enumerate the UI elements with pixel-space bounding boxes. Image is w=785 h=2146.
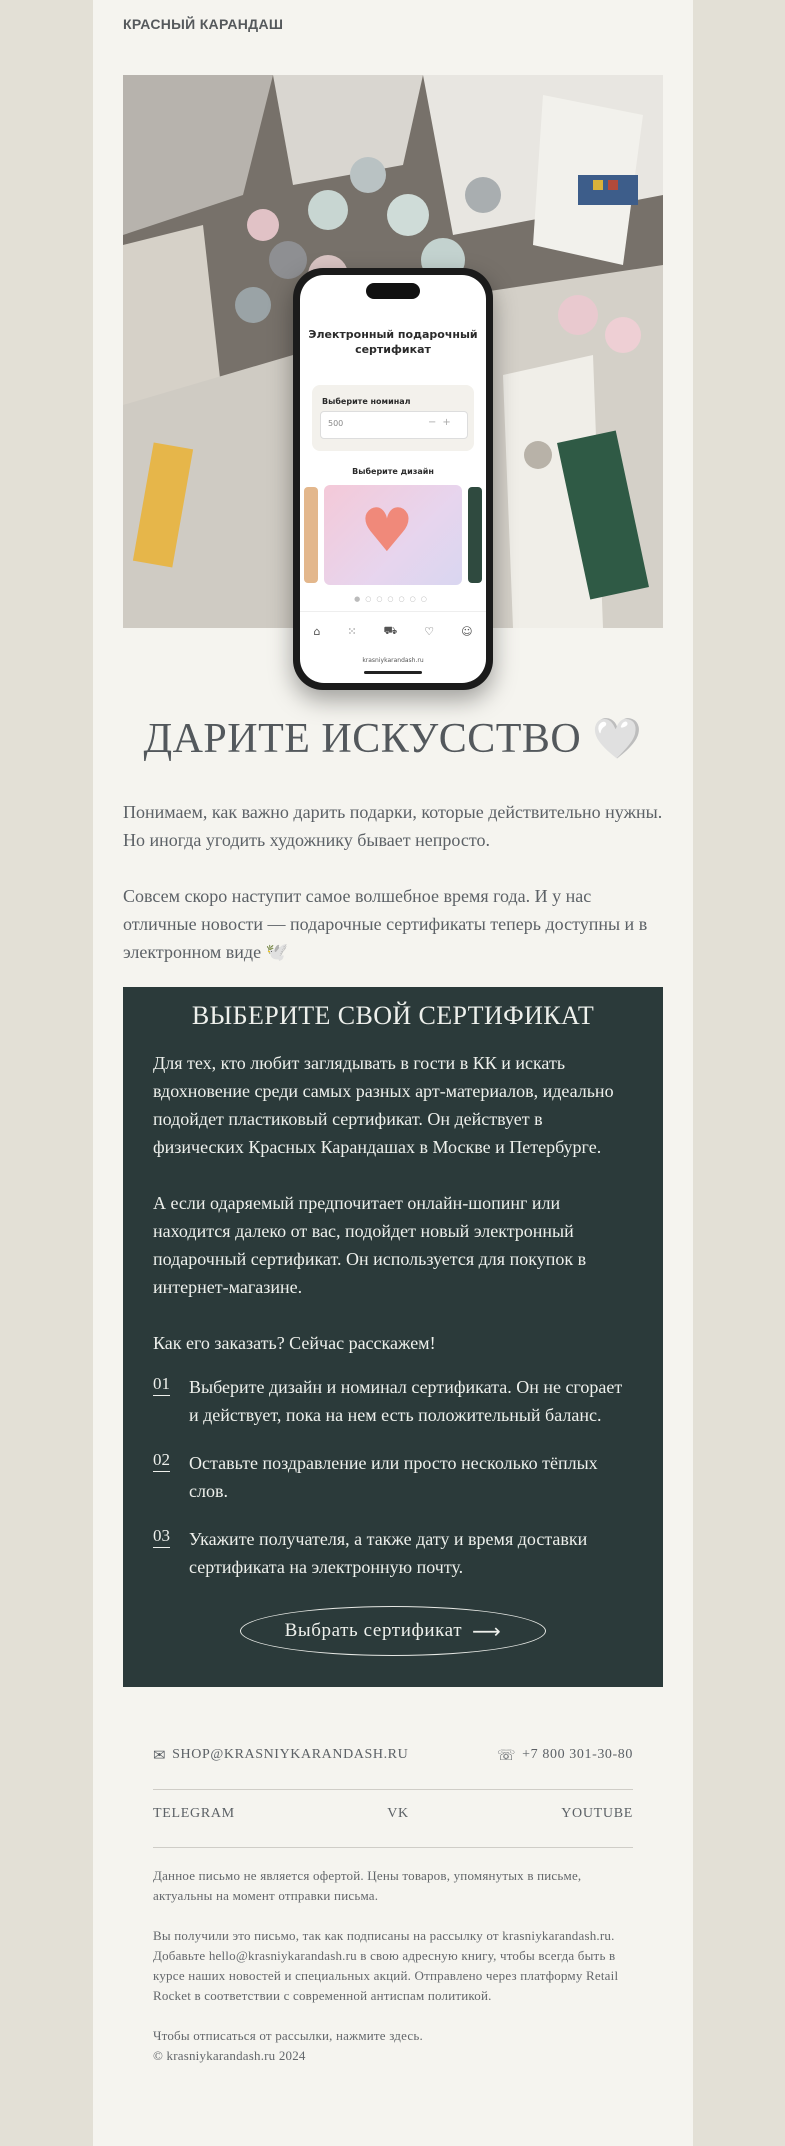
phone-mockup bbox=[293, 268, 493, 690]
phone-text: +7 800 301-30-80 bbox=[522, 1747, 633, 1762]
cta-label: Выбрать сертификат bbox=[284, 1620, 463, 1641]
divider bbox=[153, 1847, 633, 1848]
profile-icon: ☺ bbox=[461, 624, 473, 638]
arrow-right-icon: ⟶ bbox=[472, 1619, 502, 1643]
footer-subscription-info: Вы получили это письмо, так как подписаны на рассылку от krasniykarandash.ru. Добавьте hello@krasniykarandash.ru в свою адресную книгу, чтобы всегда быть в курсе наших новостей и специальных акций. Отправлено через платформу Retail Rocket в соответствии с современной антиспам политикой. bbox=[153, 1928, 619, 2003]
contacts-row bbox=[153, 1746, 633, 1770]
section-paragraph-1: Для тех, кто любит заглядывать в гости в КК и искать вдохновение среди самых разных арт-материалов, идеально подойдет пластиковый сертификат. Он действует в физических Красных Карандашах в Москве и Петербурге. bbox=[153, 1053, 614, 1157]
section-paragraph-3: Как его заказать? Сейчас расскажем! bbox=[153, 1333, 436, 1353]
email-page bbox=[93, 0, 693, 2146]
intro-paragraph-1: Понимаем, как важно дарить подарки, которые действительно нужны. Но иногда угодить художнику бывает непросто. bbox=[123, 802, 663, 850]
vk-link[interactable]: VK bbox=[387, 1806, 409, 1821]
phone-nav-bar bbox=[300, 611, 486, 650]
step-number: 01 bbox=[153, 1373, 170, 1396]
intro-paragraph-2: Совсем скоро наступит самое волшебное время года. И у нас отличные новости — подарочные сертификаты теперь доступны и в электронном виде 🕊️ bbox=[123, 886, 648, 962]
home-icon: ⌂ bbox=[313, 624, 321, 638]
step-number: 03 bbox=[153, 1525, 170, 1548]
copyright: © krasniykarandash.ru 2024 bbox=[153, 2048, 306, 2063]
telegram-link[interactable]: TELEGRAM bbox=[153, 1806, 235, 1821]
favorites-icon: ♡ bbox=[424, 624, 435, 638]
headline-text: ДАРИТЕ ИСКУССТВО bbox=[143, 716, 582, 762]
section-title: ВЫБЕРИТЕ СВОЙ СЕРТИФИКАТ bbox=[191, 1001, 595, 1030]
certificate-section bbox=[123, 987, 663, 1687]
phone-icon: ☏ bbox=[496, 1746, 517, 1764]
mail-icon: ✉ bbox=[153, 1746, 167, 1764]
intro-text bbox=[123, 798, 663, 994]
step-text: Выберите дизайн и номинал сертификата. Он не сгорает и действует, пока на нем есть положительный баланс. bbox=[189, 1377, 623, 1425]
home-indicator bbox=[364, 671, 422, 674]
youtube-link[interactable]: YOUTUBE bbox=[561, 1806, 633, 1821]
divider bbox=[153, 1789, 633, 1790]
unsubscribe-link[interactable]: Чтобы отписаться от рассылки, нажмите здесь. bbox=[153, 2028, 423, 2043]
socials-row bbox=[153, 1806, 633, 1830]
phone-screen bbox=[300, 275, 486, 683]
design-label: Выберите дизайн bbox=[352, 467, 434, 476]
phone-link[interactable] bbox=[497, 1746, 633, 1764]
email-link[interactable] bbox=[153, 1746, 408, 1764]
phone-notch bbox=[366, 283, 420, 299]
footer-disclaimer: Данное письмо не является офертой. Цены товаров, упомянутых в письме, актуальны на момент отправки письма. bbox=[153, 1868, 582, 1903]
nominal-value: 500 bbox=[328, 419, 344, 428]
nominal-stepper: −+ bbox=[428, 417, 457, 428]
email-text: SHOP@KRASNIYKARANDASH.RU bbox=[172, 1747, 409, 1762]
phone-url: krasniykarandash.ru bbox=[362, 657, 424, 664]
step-number: 02 bbox=[153, 1449, 170, 1472]
white-heart-icon: 🤍 bbox=[592, 716, 643, 762]
choose-certificate-button[interactable] bbox=[240, 1606, 546, 1656]
cart-icon: ⛟ bbox=[383, 623, 398, 637]
headline bbox=[93, 715, 693, 763]
phone-title: Электронный подарочный сертификат bbox=[308, 328, 478, 356]
catalog-icon: ⁙ bbox=[347, 624, 357, 638]
section-paragraph-2: А если одаряемый предпочитает онлайн-шопинг или находится далеко от вас, подойдет новый электронный подарочный сертификат. Он используется для покупок в интернет-магазине. bbox=[153, 1193, 587, 1297]
design-card-next bbox=[468, 487, 482, 583]
step-text: Укажите получателя, а также дату и время доставки сертификата на электронную почту. bbox=[189, 1529, 588, 1577]
nominal-label: Выберите номинал bbox=[322, 397, 411, 406]
design-card-prev bbox=[304, 487, 318, 583]
step-text: Оставьте поздравление или просто несколько тёплых слов. bbox=[189, 1453, 598, 1501]
footer bbox=[153, 1866, 643, 2066]
carousel-dots: ●○○○○○○ bbox=[354, 595, 432, 603]
section-body bbox=[153, 1049, 633, 1385]
heart-icon: ♥ bbox=[360, 496, 414, 566]
brand-logo[interactable]: КРАСНЫЙ КАРАНДАШ bbox=[123, 16, 284, 32]
